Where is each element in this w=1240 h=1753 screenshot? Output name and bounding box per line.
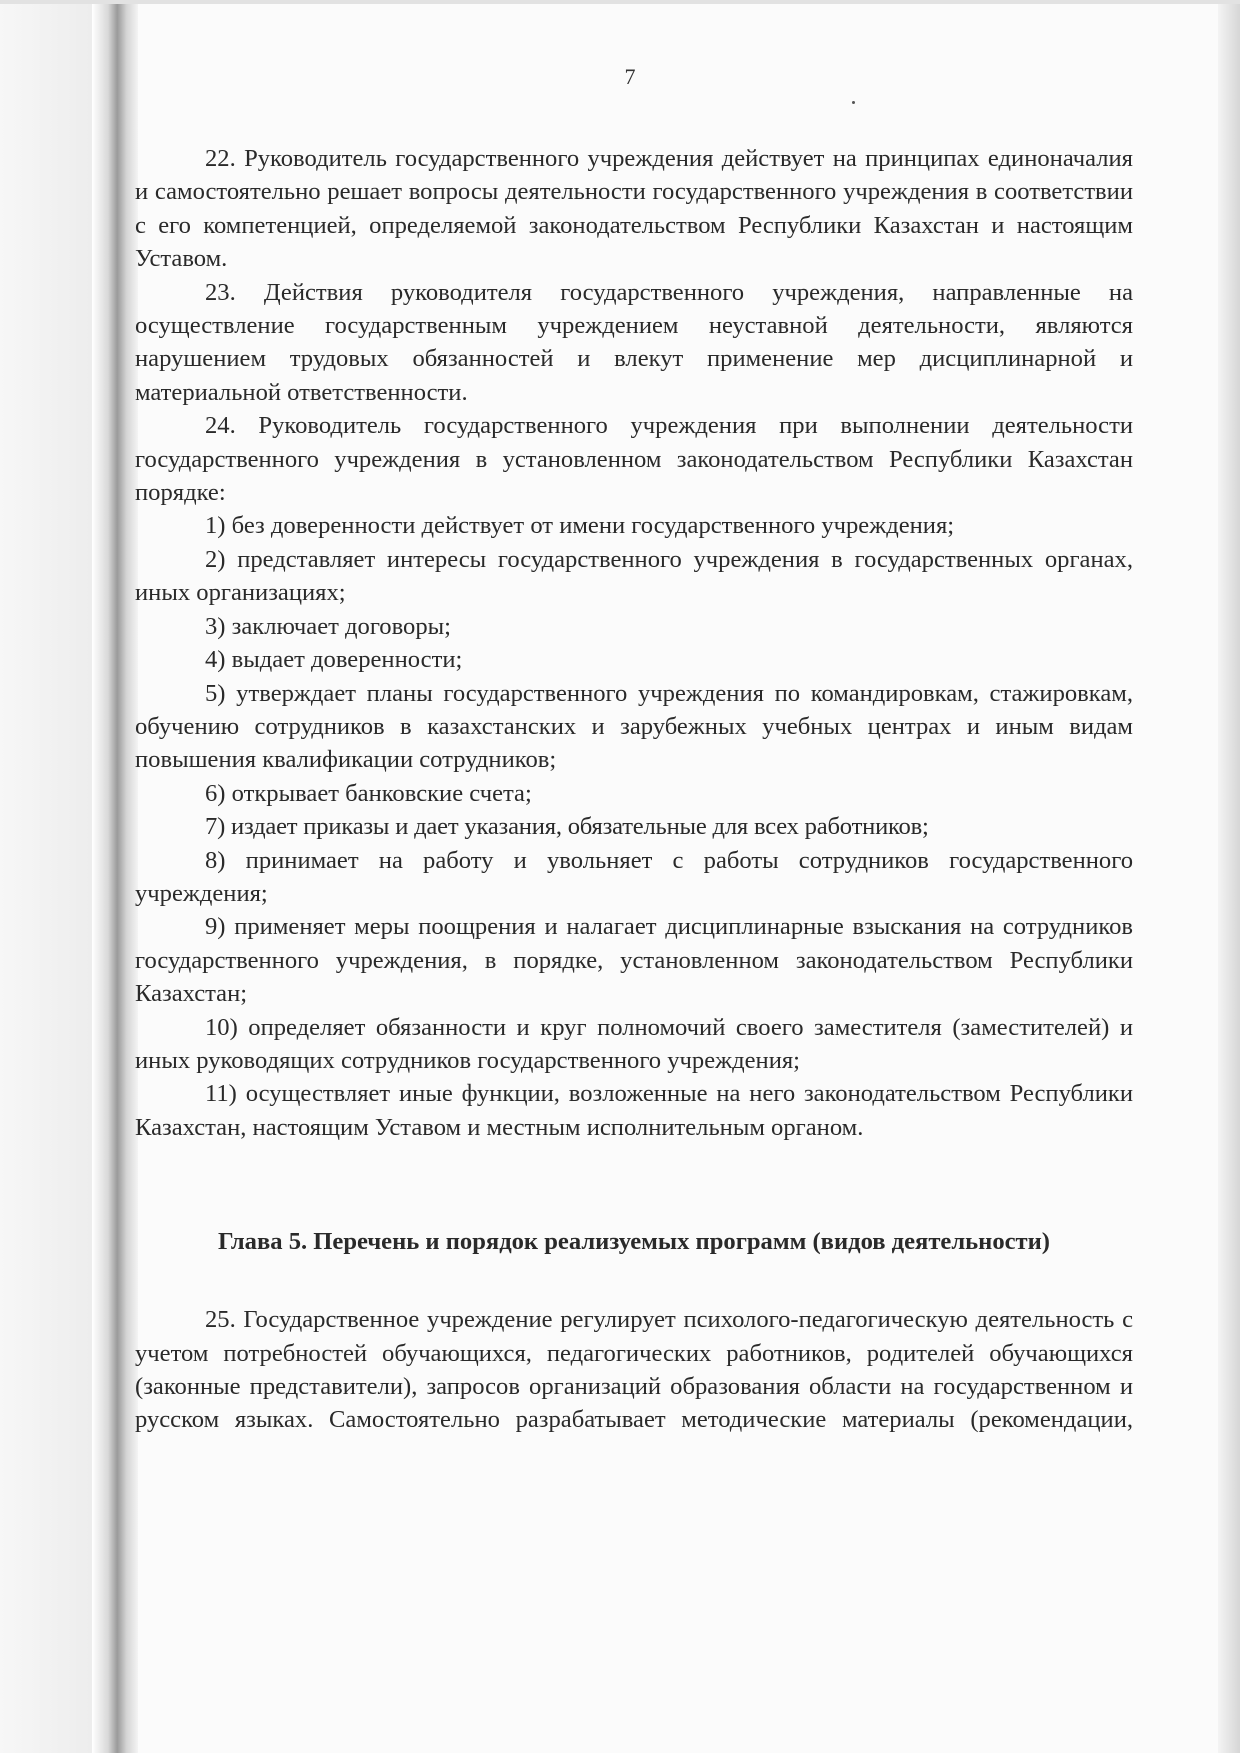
list-item-11: 11) осуществляет иные функции, возложенные на него законодательством Республики Казахстан, настоящим Уставом и местным исполнительным органом.: [135, 1080, 1133, 1141]
document-body: [135, 142, 1133, 1437]
scan-dot-mark: [852, 101, 855, 104]
list-item-2: 2) представляет интересы государственного учреждения в государственных органах, иных организациях;: [135, 545, 1133, 607]
scan-right-edge: [1218, 0, 1240, 1753]
list-item-7: 7) издает приказы и дает указания, обязательные для всех работников;: [205, 813, 929, 841]
page-number: 7: [624, 64, 636, 89]
paragraph-24: 24. Руководитель государственного учреждения при выполнении деятельности государственного учреждения в установленном законодательством Республики Казахстан порядке:: [135, 412, 1133, 507]
list-item-8: 8) принимает на работу и увольняет с работы сотрудников государственного учреждения;: [135, 846, 1133, 907]
list-item-10: 10) определяет обязанности и круг полномочий своего заместителя (заместителей) и иных руководящих сотрудников государственного учреждения;: [135, 1013, 1133, 1074]
list-item-4: 4) выдает доверенности;: [205, 646, 463, 674]
chapter-heading: Глава 5. Перечень и порядок реализуемых программ (видов деятельности): [218, 1228, 1050, 1256]
list-item-9: 9) применяет меры поощрения и налагает дисциплинарные взыскания на сотрудников государственного учреждения, в порядке, установленном законодательством Республики Казахстан;: [135, 913, 1133, 1008]
list-item-3: 3) заключает договоры;: [205, 612, 451, 640]
scan-top-edge: [0, 0, 1240, 4]
paragraph-25: 25. Государственное учреждение регулирует психолого-педагогическую деятельность с учетом потребностей обучающихся, педагогических работников, родителей обучающихся (законные представители), запросов организаций образования области на государственном и русском языках. Самостоятельно разрабатывает методические материалы (рекомендации,: [135, 1306, 1133, 1434]
scan-binding-shadow: [92, 0, 138, 1753]
paragraph-23: 23. Действия руководителя государственного учреждения, направленные на осуществление государственным учреждением неуставной деятельности, являются нарушением трудовых обязанностей и влекут применение мер дисциплинарной и материальной ответственности.: [135, 278, 1133, 406]
list-item-5: 5) утверждает планы государственного учреждения по командировкам, стажировкам, обучению сотрудников в казахстанских и зарубежных учебных центрах и иным видам повышения квалификации сотрудников;: [135, 679, 1133, 774]
list-item-6: 6) открывает банковские счета;: [205, 779, 532, 807]
list-item-1: 1) без доверенности действует от имени государственного учреждения;: [205, 512, 955, 540]
paragraph-22: 22. Руководитель государственного учреждения действует на принципах единоначалия и самостоятельно решает вопросы деятельности государственного учреждения в соответствии с его компетенцией, определяемой законодательством Республики Казахстан и настоящим Уставом.: [135, 145, 1133, 273]
scan-left-strip: [0, 0, 100, 1753]
